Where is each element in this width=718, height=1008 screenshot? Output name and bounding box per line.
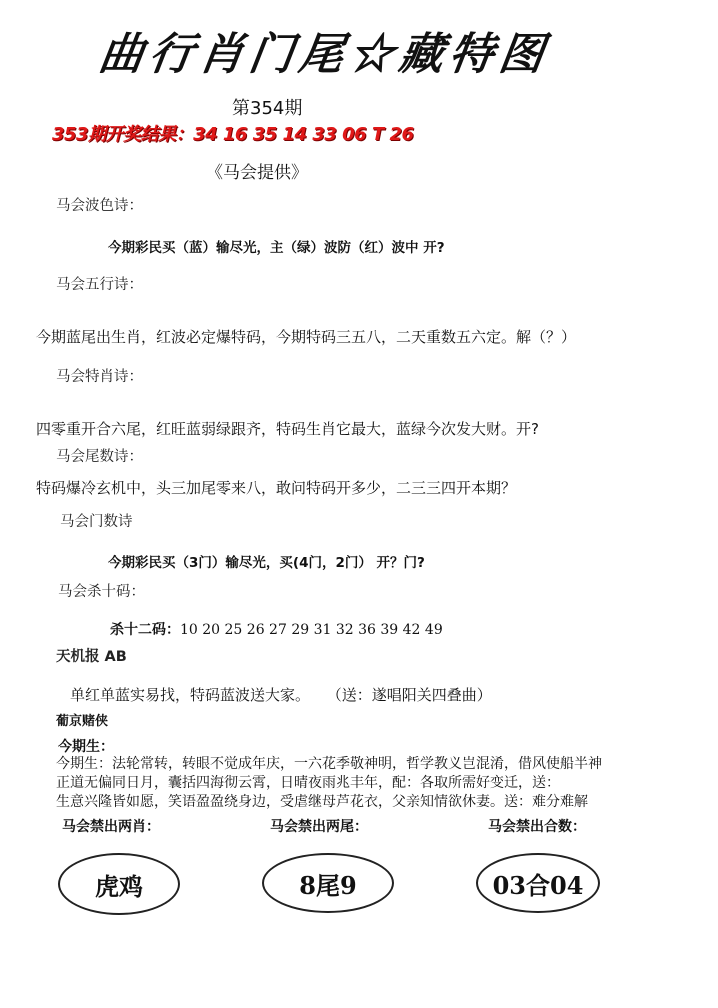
door-poem-text: 今期彩民买（3门）输尽光，买(4门，2门） 开？门? [108, 555, 425, 571]
forbidden-sum-value: 03合04 [492, 870, 584, 900]
puxia-verse [56, 755, 602, 812]
puxia-line: 生意兴隆皆如愿，笑语盈盈绕身边，受虐继母芦花衣，父亲知情欲休妻。送：难分难解 [56, 794, 588, 810]
forbidden-sum-label: 马会禁出合数： [488, 819, 586, 835]
draw-result: 353期开奖结果：34 16 35 14 33 06 T 26 [52, 124, 414, 145]
puxia-heading: 葡京赌侠 [56, 714, 109, 729]
zodiac-poem-text: 四零重开合六尾，红旺蓝弱绿跟齐，特码生肖它最大，蓝绿今次发大财。开? [36, 420, 539, 438]
forbidden-sum-oval [476, 853, 600, 913]
puxia-line: 今期生：法轮常转，转眼不觉成年庆，一六花季敬神明，哲学教义岂混淆，借风使船半神 [56, 756, 602, 772]
five-poem-text: 今期蓝尾出生肖，红波必定爆特码，今期特码三五八，二天重数五六定。解（？） [36, 328, 577, 346]
provider-label: 《马会提供》 [206, 163, 308, 183]
tail-poem-text: 特码爆冷玄机中，头三加尾零来八，敢问特码开多少，二三三四开本期？ [36, 479, 517, 497]
kill-twelve-numbers: 10 20 25 26 27 29 31 32 36 39 42 49 [180, 622, 443, 638]
kill-twelve-label: 杀十二码： [110, 622, 180, 638]
forbidden-tail-label: 马会禁出两尾： [270, 819, 368, 835]
forbidden-zodiac-value: 虎鸡 [95, 871, 143, 901]
tianji-line [70, 684, 492, 705]
tianji-note: （送：遂唱阳关四叠曲） [326, 686, 492, 704]
tail-poem-heading: 马会尾数诗： [56, 449, 143, 465]
forbidden-tail-value: 8尾9 [299, 870, 357, 900]
five-poem-heading: 马会五行诗： [56, 277, 143, 293]
door-poem-heading: 马会门数诗 [60, 514, 133, 530]
forbidden-zodiac-label: 马会禁出两肖： [62, 819, 160, 835]
wave-poem-heading: 马会波色诗： [56, 198, 143, 214]
kill-twelve-line [110, 619, 443, 639]
zodiac-poem-heading: 马会特肖诗： [56, 369, 143, 385]
puxia-label: 今期生： [58, 739, 114, 755]
tianji-text: 单红单蓝实易找，特码蓝波送大家。 [70, 686, 311, 704]
page-title: 曲行肖门尾☆藏特图 [95, 29, 553, 80]
forbidden-tail-oval [262, 853, 394, 913]
issue-number: 第354期 [232, 98, 303, 119]
puxia-line: 正道无偏同日月，囊括四海彻云霄，日晴夜雨兆丰年，配：各取所需好变迁，送： [56, 775, 560, 791]
tianji-heading: 天机报 AB [56, 649, 127, 665]
kill-ten-heading: 马会杀十码： [58, 584, 145, 600]
wave-poem-text: 今期彩民买（蓝）输尽光，主（绿）波防（红）波中 开? [108, 240, 445, 256]
forbidden-zodiac-oval [58, 853, 180, 915]
